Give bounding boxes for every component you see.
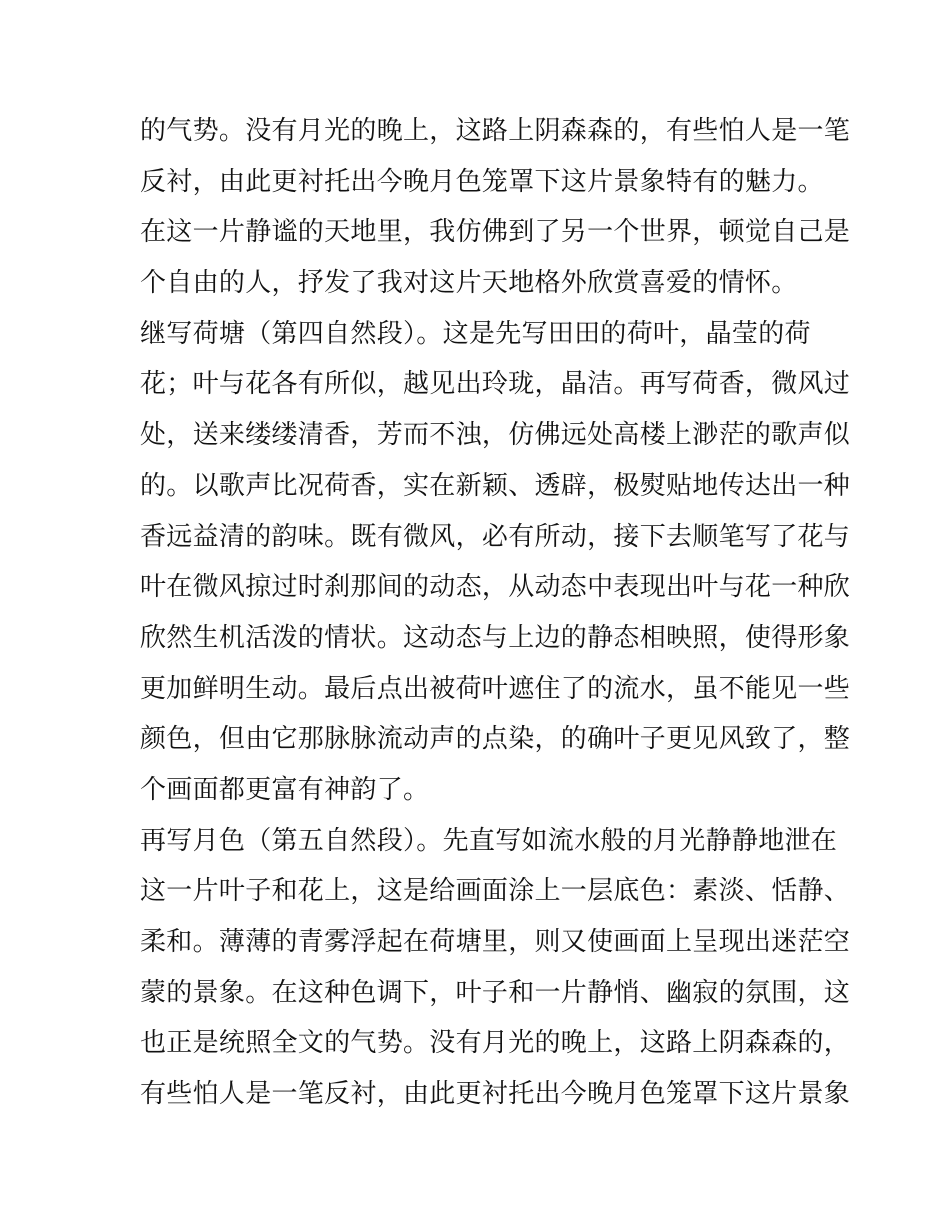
- text-line: 香远益清的韵味。既有微风，必有所动，接下去顺笔写了花与: [140, 521, 851, 552]
- text-line: 的气势。没有月光的晚上，这路上阴森森的，有些怕人是一笔: [140, 116, 851, 146]
- text-line: 花；叶与花各有所似，越见出玲珑，晶洁。再写荷香，微风过: [140, 369, 851, 400]
- text-line: 反衬，由此更衬托出今晚月色笼罩下这片景象特有的魅力。: [140, 166, 824, 197]
- text-line: 在这一片静谧的天地里，我仿佛到了另一个世界，顿觉自己是: [140, 217, 851, 248]
- text-line: 更加鲜明生动。最后点出被荷叶遮住了的流水，虽不能见一些: [140, 673, 851, 704]
- text-line: 柔和。薄薄的青雾浮起在荷塘里，则又使画面上呈现出迷茫空: [140, 927, 851, 957]
- text-line: 蒙的景象。在这种色调下，叶子和一片静悄、幽寂的氛围，这: [140, 977, 851, 1008]
- text-line: 继写荷塘（第四自然段）。这是先写田田的荷叶，晶莹的荷: [140, 318, 811, 349]
- body-text: [140, 106, 851, 1120]
- text-line: 这一片叶子和花上，这是给画面涂上一层底色：素淡、恬静、: [140, 876, 851, 907]
- text-line: 欣然生机活泼的情状。这动态与上边的静态相映照，使得形象: [140, 622, 851, 653]
- text-line: 再写月色（第五自然段）。先直写如流水般的月光静静地泄在: [140, 825, 838, 856]
- text-line: 叶在微风掠过时刹那间的动态，从动态中表现出叶与花一种欣: [140, 572, 851, 603]
- text-line: 个自由的人，抒发了我对这片天地格外欣赏喜爱的情怀。: [140, 268, 798, 299]
- text-line: 的。以歌声比况荷香，实在新颖、透辟，极熨贴地传达出一种: [140, 470, 851, 501]
- text-line: 处，送来缕缕清香，芳而不浊，仿佛远处高楼上渺茫的歌声似: [140, 420, 851, 451]
- text-line: 颜色，但由它那脉脉流动声的点染，的确叶子更见风致了，整: [140, 724, 851, 755]
- text-line: 个画面都更富有神韵了。: [140, 774, 430, 805]
- text-line: 有些怕人是一笔反衬，由此更衬托出今晚月色笼罩下这片景象: [140, 1079, 851, 1110]
- text-line: 也正是统照全文的气势。没有月光的晚上，这路上阴森森的，: [140, 1028, 851, 1059]
